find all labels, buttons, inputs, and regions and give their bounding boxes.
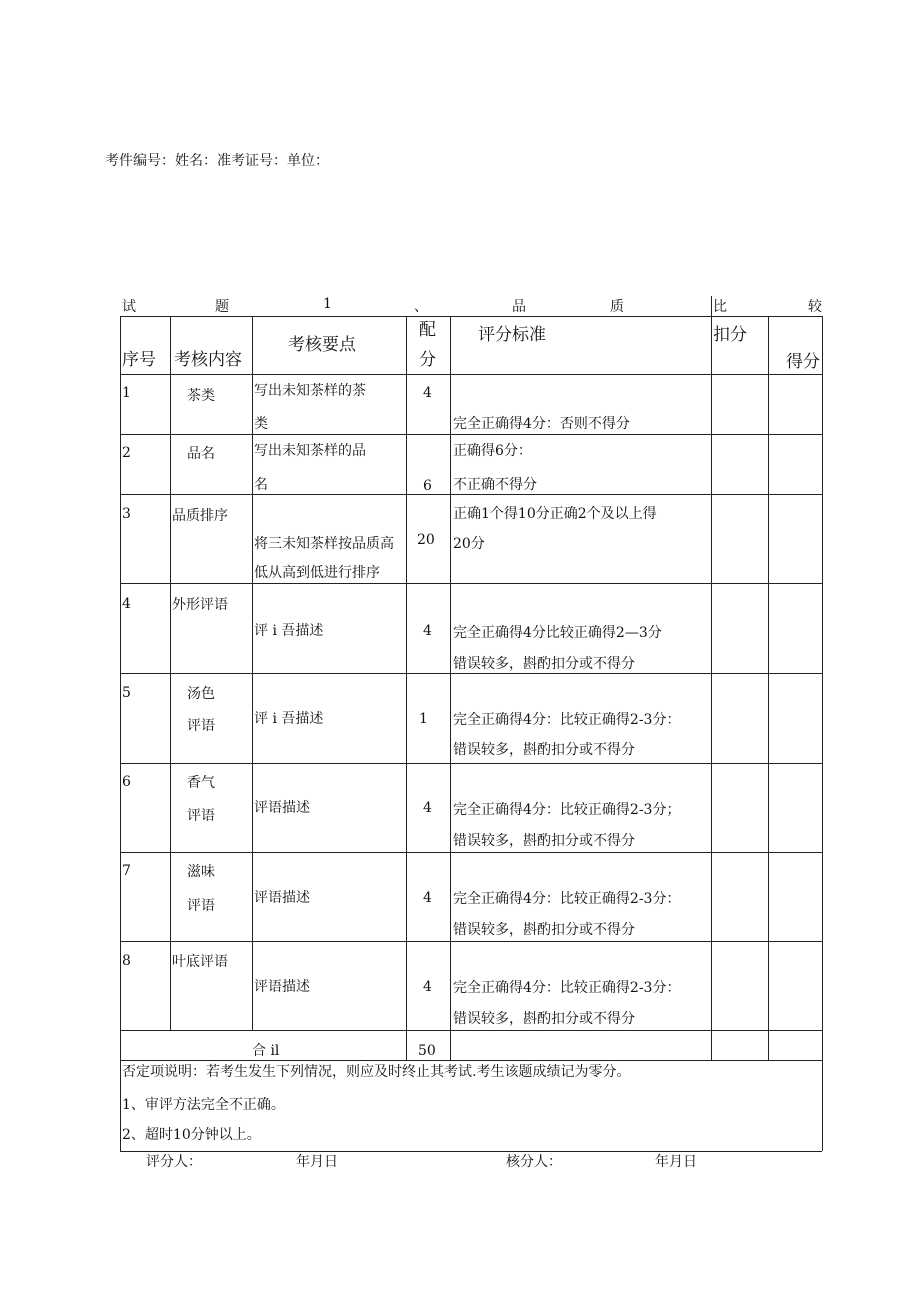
row4-criteria-line2: 错误较多，斟酌扣分或不得分 [453, 656, 635, 672]
row3-seq: 3 [122, 506, 131, 522]
row2-points-line2: 名 [254, 477, 268, 493]
row4-score: 4 [423, 623, 432, 639]
veto-item-1: 1、审评方法完全不正确。 [122, 1097, 285, 1113]
row6-criteria-line2: 错误较多，斟酌扣分或不得分 [453, 833, 635, 849]
row4-criteria-line1: 完全正确得4分比较正确得2—3分 [453, 625, 662, 641]
row2-seq: 2 [122, 445, 131, 461]
row2-criteria-line2: 不正确不得分 [453, 477, 537, 493]
row4-content: 外形评语 [172, 597, 228, 613]
row3-points-line2: 低从高到低进行排序 [254, 565, 380, 581]
row3-points-line1: 将三未知茶样按品质高 [254, 536, 394, 552]
row5-points: 评 i 吾描述 [254, 711, 324, 727]
header-got: 得分 [786, 352, 820, 372]
row2-content: 品名 [187, 446, 215, 462]
row6-criteria-line1: 完全正确得4分：比较正确得2-3分； [453, 802, 681, 818]
grader-label: 评分人： [146, 1154, 202, 1170]
row3-content: 品质排序 [172, 508, 228, 524]
header-seq: 序号 [122, 350, 156, 370]
row8-criteria-line2: 错误较多，斟酌扣分或不得分 [453, 1011, 635, 1027]
row2-points-line1: 写出未知茶样的品 [254, 443, 366, 459]
row5-criteria-line2: 错误较多，斟酌扣分或不得分 [453, 742, 635, 758]
row1-points-line1: 写出未知茶样的茶 [254, 383, 366, 399]
row6-points: 评语描述 [254, 800, 310, 816]
row4-seq: 4 [122, 596, 131, 612]
row1-criteria: 完全正确得4分：否则不得分 [453, 416, 630, 432]
grader-date: 年月日 [296, 1154, 338, 1170]
veto-note: 否定项说明：若考生发生下列情况，则应及时终止其考试.考生该题成绩记为零分。 [122, 1064, 631, 1080]
row8-seq: 8 [122, 953, 131, 969]
row8-score: 4 [423, 979, 432, 995]
header-score-bottom: 分 [419, 350, 436, 370]
header-deduct: 扣分 [713, 325, 747, 345]
row7-seq: 7 [122, 863, 131, 879]
row3-score: 20 [417, 532, 435, 548]
header-points: 考核要点 [288, 335, 356, 355]
header-content: 考核内容 [174, 350, 242, 370]
checker-label: 核分人： [506, 1154, 562, 1170]
row7-criteria-line2: 错误较多，斟酌扣分或不得分 [453, 922, 635, 938]
row1-content: 茶类 [187, 388, 215, 404]
total-label: 合 il [252, 1043, 280, 1059]
row7-content-line1: 滋味 [187, 864, 215, 880]
title-char: 、 [414, 299, 428, 315]
row8-points: 评语描述 [254, 979, 310, 995]
row7-points: 评语描述 [254, 890, 310, 906]
row5-criteria-line1: 完全正确得4分：比较正确得2-3分： [453, 712, 681, 728]
row1-seq: 1 [122, 385, 131, 401]
title-char: 试 [122, 299, 136, 315]
checker-date: 年月日 [655, 1154, 697, 1170]
row2-criteria-line1: 正确得6分： [453, 443, 532, 459]
total-value: 50 [418, 1043, 436, 1059]
row1-points-line2: 类 [254, 416, 268, 432]
row5-content-line2: 评语 [187, 718, 215, 734]
row1-score: 4 [423, 385, 432, 401]
title-char: 题 [215, 299, 229, 315]
row6-content-line2: 评语 [187, 808, 215, 824]
header-criteria: 评分标准 [478, 325, 546, 345]
veto-item-2: 2、超时10分钟以上。 [122, 1127, 261, 1143]
row6-content-line1: 香气 [187, 775, 215, 791]
title-char: 质 [610, 299, 624, 315]
header-score-top: 配 [419, 320, 436, 340]
row3-criteria-line1: 正确1个得10分正确2个及以上得 [453, 506, 657, 522]
row7-content-line2: 评语 [187, 898, 215, 914]
row6-seq: 6 [122, 774, 131, 790]
row6-score: 4 [423, 800, 432, 816]
row5-content-line1: 汤色 [187, 686, 215, 702]
row3-criteria-line2: 20分 [453, 536, 485, 552]
row7-criteria-line1: 完全正确得4分：比较正确得2-3分： [453, 891, 681, 907]
header-info: 考件编号：姓名：准考证号：单位： [105, 153, 329, 169]
row8-content: 叶底评语 [172, 954, 228, 970]
row7-score: 4 [423, 890, 432, 906]
title-char: 1 [323, 296, 332, 312]
row5-seq: 5 [122, 685, 131, 701]
row5-score: 1 [419, 711, 428, 727]
title-char: 品 [512, 299, 526, 315]
row2-score: 6 [423, 478, 432, 494]
title-char: 比 [713, 299, 727, 315]
title-char: 较 [808, 299, 822, 315]
row8-criteria-line1: 完全正确得4分：比较正确得2-3分： [453, 980, 681, 996]
row4-points: 评 i 吾描述 [254, 623, 324, 639]
